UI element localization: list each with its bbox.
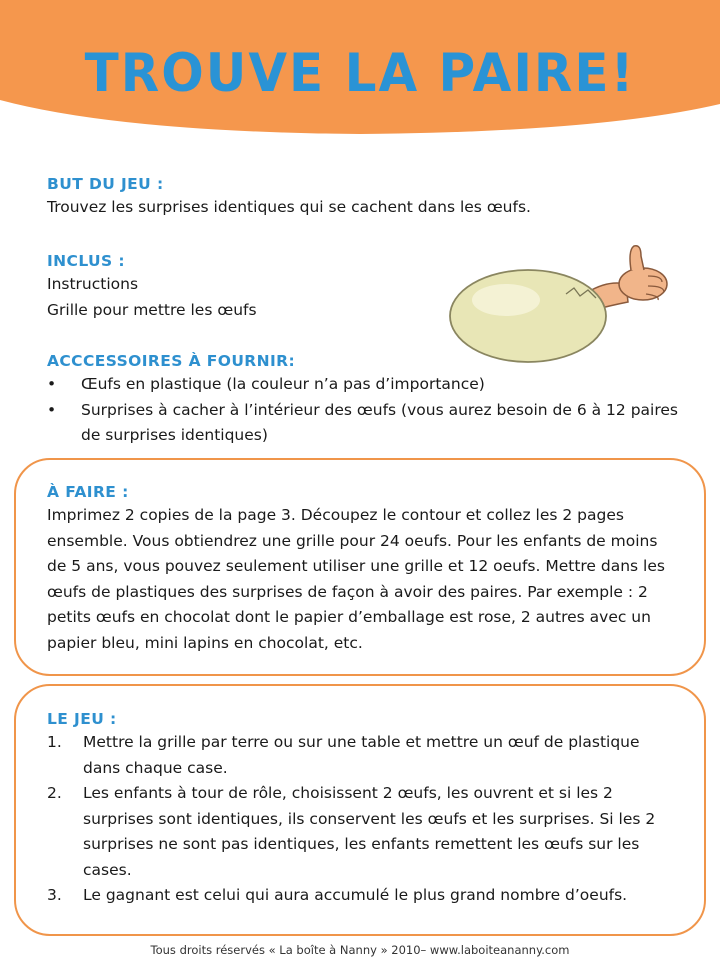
inclus-item: Grille pour mettre les œufs [47,300,257,319]
footer-copyright: Tous droits réservés « La boîte à Nanny » 2010– www.laboiteananny.com [150,943,570,957]
list-item [47,730,681,781]
step-text: Les enfants à tour de rôle, choisissent 2 œufs, les ouvrent et si les 2 surprises sont identiques, ils conservent les œufs et les surprises. Si les 2 surprises ne sont pas identiques, les enfants remettent les œufs sur les cases. [83,784,656,879]
header-band [0,0,720,150]
step-number: 2. [47,784,62,802]
list-item [47,372,687,398]
bullet-text: Surprises à cacher à l’intérieur des œufs (vous aurez besoin de 6 à 12 paires de surprises identiques) [81,400,678,444]
section-inclus [47,252,447,323]
inclus-item: Instructions [47,275,139,293]
a-faire-box [14,458,706,676]
bullet-icon: • [47,375,57,393]
list-item [47,883,681,909]
bullet-icon: • [47,400,57,419]
inclus-heading: INCLUS : [47,252,125,270]
page-title: TROUVE LA PAIRE! [84,42,636,104]
le-jeu-heading: LE JEU : [47,710,117,728]
bullet-text: Œufs en plastique (la couleur n’a pas d’importance) [81,375,485,393]
list-item [47,398,687,449]
but-text: Trouvez les surprises identiques qui se cachent dans les œufs. [47,198,531,216]
section-accessoires [47,352,687,449]
le-jeu-steps [47,730,681,909]
step-text: Mettre la grille par terre ou sur une table et mettre un œuf de plastique dans chaque case. [83,733,640,777]
le-jeu-box [14,684,706,936]
section-but [47,175,667,221]
a-faire-heading: À FAIRE : [47,483,129,501]
step-number: 3. [47,886,62,904]
step-text: Le gagnant est celui qui aura accumulé le plus grand nombre d’oeufs. [83,886,628,904]
accessoires-list [47,372,687,449]
list-item [47,781,681,883]
accessoires-heading: ACCCESSOIRES À FOURNIR: [47,352,296,370]
a-faire-paragraph: Imprimez 2 copies de la page 3. Découpez le contour et collez les 2 pages ensemble. Vous obtiendrez une grille pour 24 oeufs. Pour les enfants de moins de 5 ans, vous pouvez seulement utiliser une grille et 12 oeufs. Mettre dans les œufs de plastiques des surprises de façon à avoir des paires. Par exemple : 2 petits œufs en chocolat dont le papier d’emballage est rose, 2 autres avec un papier bleu, mini lapins en chocolat, etc. [47,506,665,652]
but-heading: BUT DU JEU : [47,175,164,193]
step-number: 1. [47,733,62,751]
